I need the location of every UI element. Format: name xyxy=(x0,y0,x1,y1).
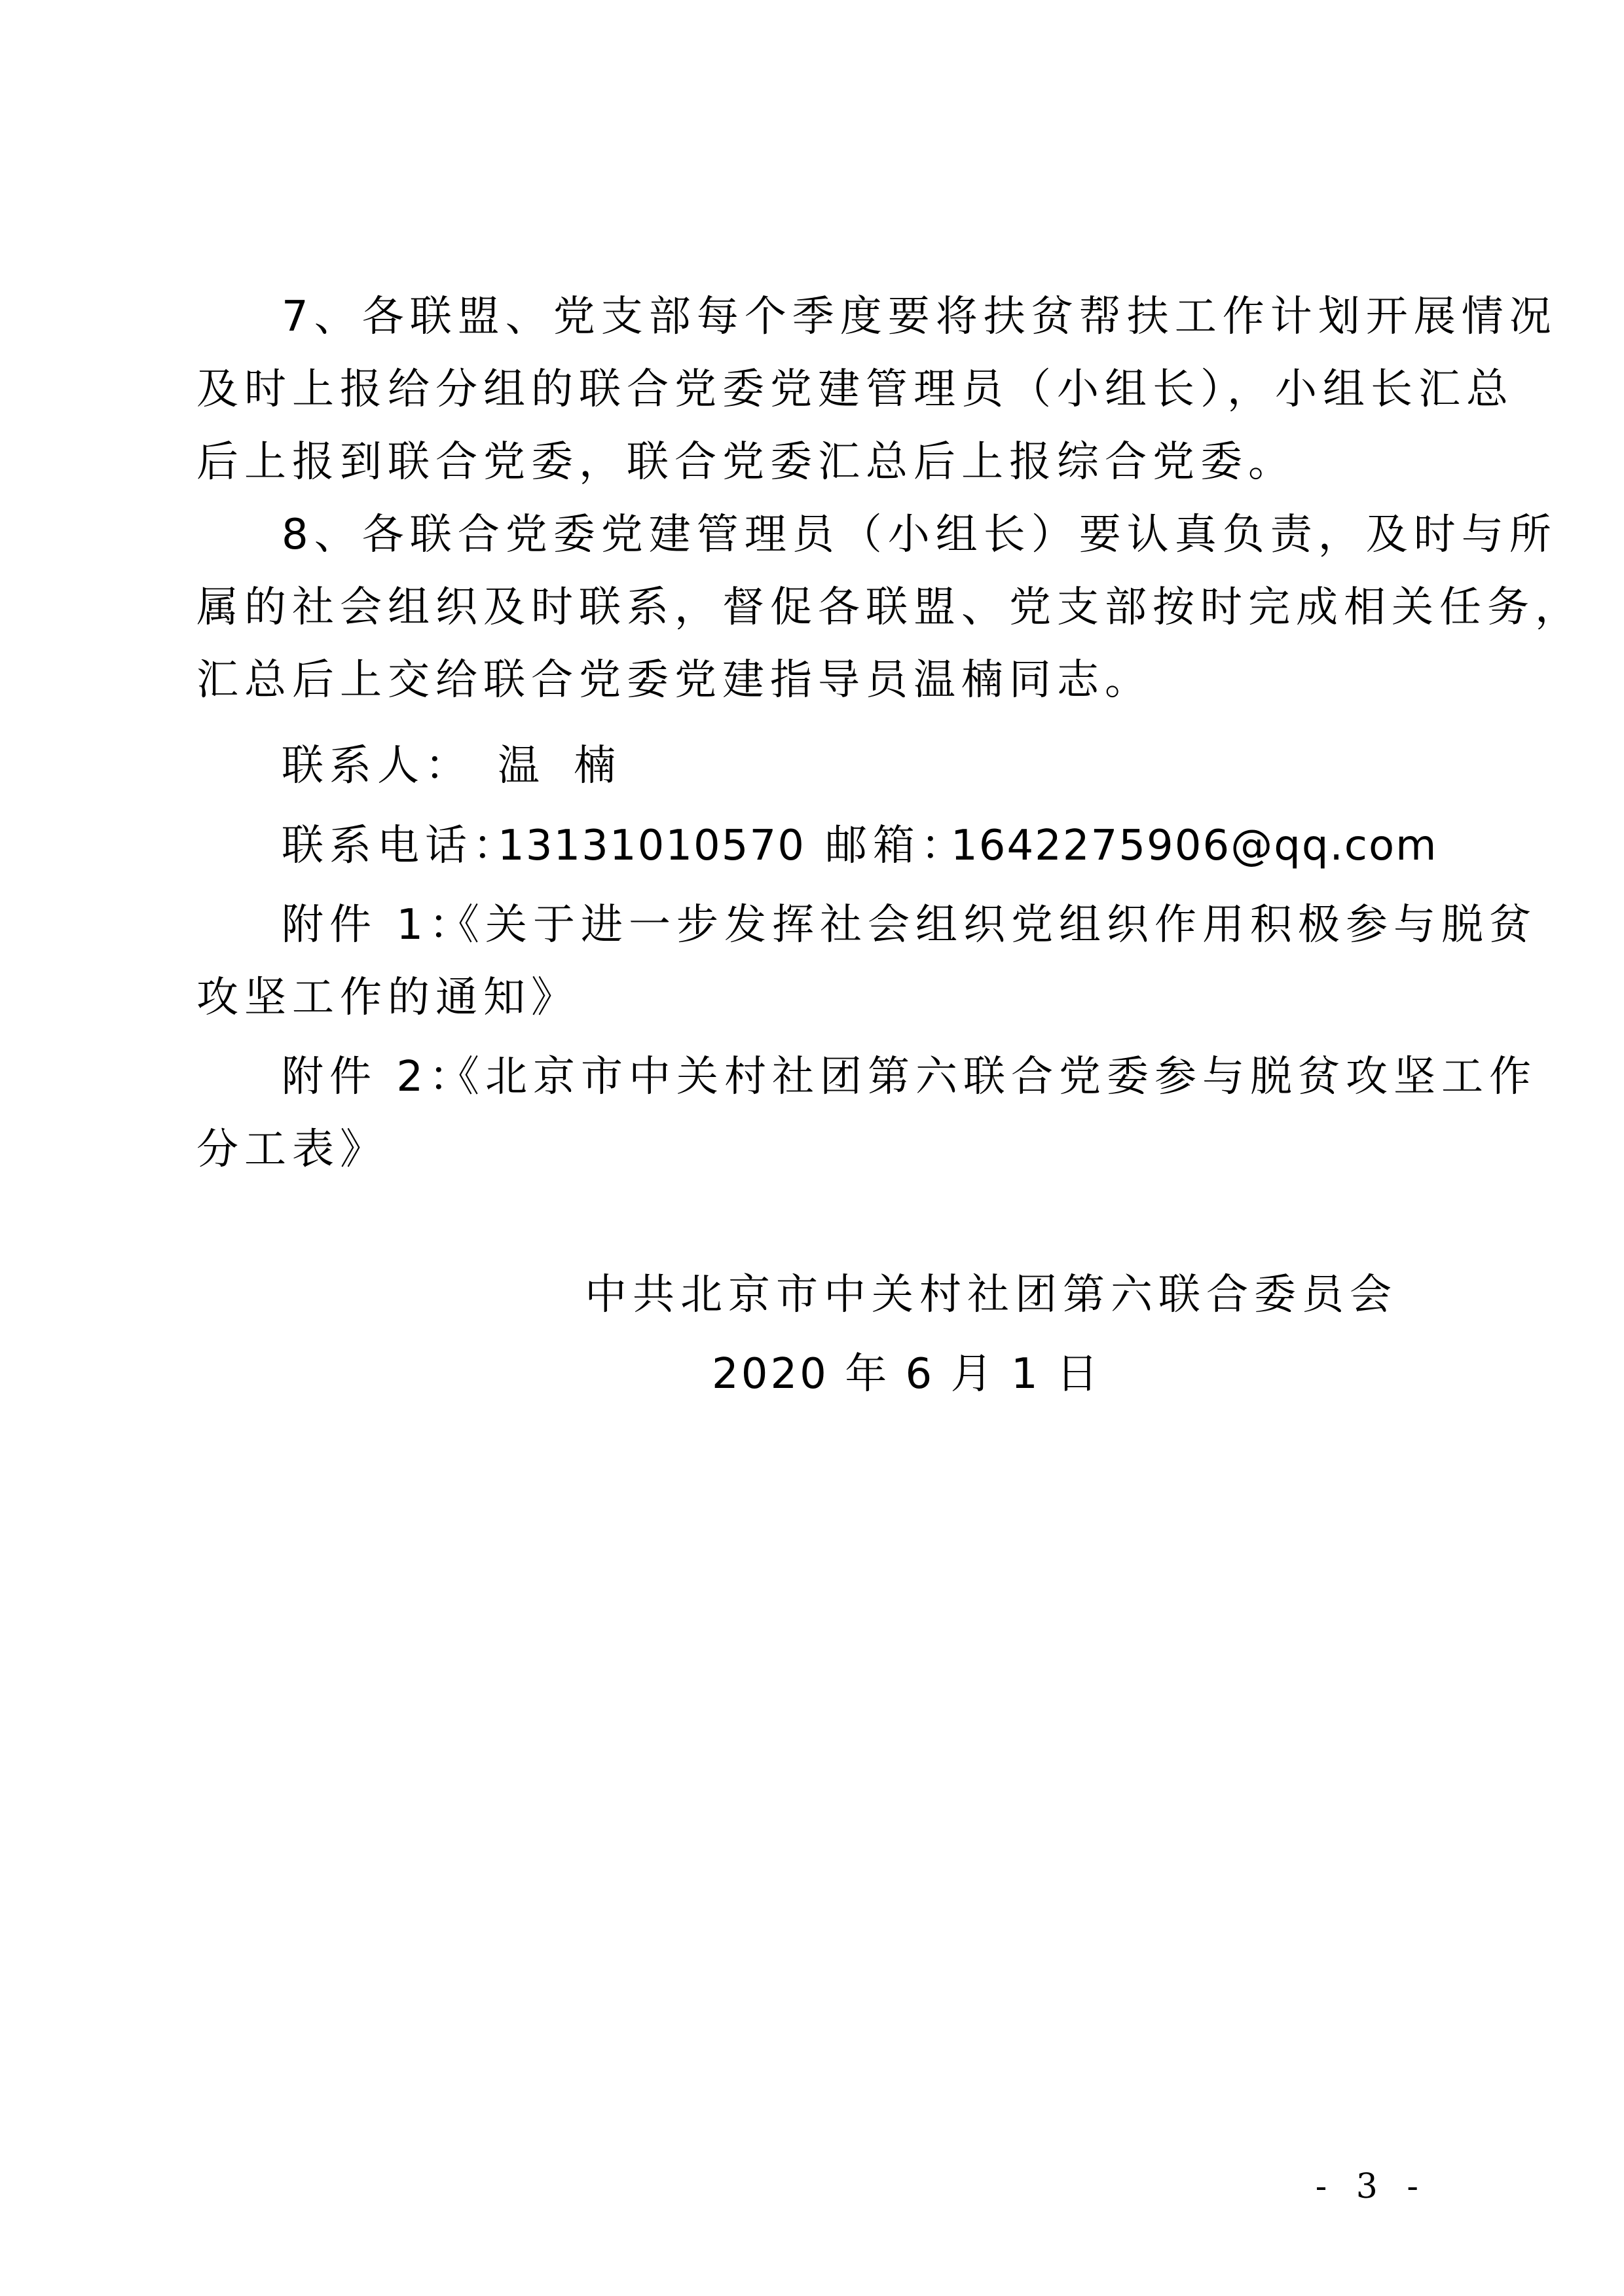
attachment1-title-line1: 《关于进一步发挥社会组织党组织作用积极参与脱贫 xyxy=(437,901,1537,949)
attachment1-label: 附件 1： xyxy=(282,901,477,949)
signature-date: 2020 年 6 月 1 日 xyxy=(712,1350,1101,1398)
item7-line2: 及时上报给分组的联合党委党建管理员（小组长），小组长汇总 xyxy=(196,365,1514,414)
attachment2-title-line2: 分工表》 xyxy=(196,1125,388,1174)
contact-person-label: 联系人： xyxy=(282,742,473,790)
contact-person-name: 温 楠 xyxy=(498,742,627,790)
item8-line3: 汇总后上交给联合党委党建指导员温楠同志。 xyxy=(196,656,1153,704)
contact-email-label: 邮箱： xyxy=(825,822,969,870)
item7-line1: 7、各联盟、党支部每个季度要将扶贫帮扶工作计划开展情况 xyxy=(282,293,1557,341)
page-number: - 3 - xyxy=(1315,2167,1428,2206)
item8-line1: 8、各联合党委党建管理员（小组长）要认真负责，及时与所 xyxy=(282,511,1557,559)
attachment1-title-line2: 攻坚工作的通知》 xyxy=(196,974,579,1022)
attachment2-label: 附件 2： xyxy=(282,1053,477,1101)
contact-phone-label: 联系电话： xyxy=(282,822,521,870)
contact-email: 1642275906@qq.com xyxy=(951,822,1438,870)
attachment2-title-line1: 《北京市中关村社团第六联合党委参与脱贫攻坚工作 xyxy=(437,1053,1537,1101)
contact-phone: 13131010570 xyxy=(498,822,805,870)
item8-line2: 属的社会组织及时联系，督促各联盟、党支部按时完成相关任务， xyxy=(196,583,1583,632)
signature-organization: 中共北京市中关村社团第六联合委员会 xyxy=(585,1271,1397,1319)
item7-line3: 后上报到联合党委，联合党委汇总后上报综合党委。 xyxy=(196,438,1296,486)
